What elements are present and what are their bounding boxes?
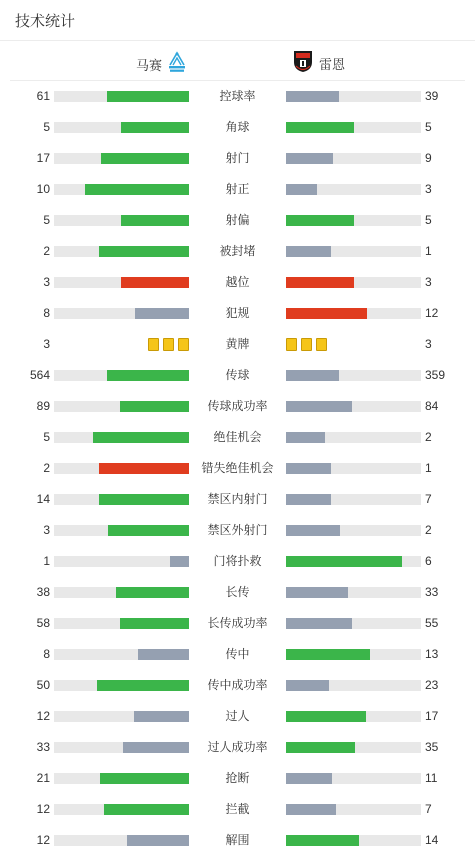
stat-label: 传中 — [225, 647, 250, 661]
home-stat-bar-fill — [121, 277, 189, 288]
away-stat-value: 13 — [425, 647, 439, 661]
stat-row — [0, 484, 475, 515]
away-stat-value: 33 — [425, 585, 439, 599]
home-stat-value: 21 — [36, 771, 50, 785]
away-stat-value: 12 — [425, 306, 439, 320]
away-stat-value: 2 — [425, 523, 432, 537]
away-stat-value: 5 — [425, 213, 432, 227]
stats-header — [0, 0, 475, 41]
away-stat-value: 7 — [425, 492, 432, 506]
stat-row — [0, 112, 475, 143]
away-stat-bar-fill — [286, 91, 339, 102]
home-stat-value: 3 — [43, 275, 50, 289]
away-stat-value: 9 — [425, 151, 432, 165]
away-yellow-cards — [286, 338, 327, 351]
home-stat-value: 17 — [36, 151, 50, 165]
stat-label: 犯规 — [225, 306, 250, 320]
stat-label: 抢断 — [225, 771, 250, 785]
home-stat-value: 8 — [43, 306, 50, 320]
marseille-crest-icon — [167, 51, 187, 78]
away-stat-bar-track — [286, 463, 421, 474]
home-stat-value: 3 — [43, 337, 50, 351]
home-stat-bar-fill — [121, 122, 189, 133]
away-stat-value: 23 — [425, 678, 439, 692]
away-stat-bar-track — [286, 711, 421, 722]
home-stat-bar-fill — [170, 556, 189, 567]
away-stat-value: 1 — [425, 244, 432, 258]
stat-label: 过人 — [225, 709, 250, 723]
page-title: 技术统计 — [15, 12, 76, 30]
home-stat-value: 58 — [36, 616, 50, 630]
home-stat-bar-fill — [85, 184, 189, 195]
stat-row — [0, 174, 475, 205]
away-stat-bar-fill — [286, 680, 329, 691]
home-stat-bar-track — [54, 277, 189, 288]
home-stat-bar-track — [54, 184, 189, 195]
home-stat-bar-fill — [138, 649, 189, 660]
away-stat-bar-fill — [286, 804, 336, 815]
away-stat-bar-track — [286, 432, 421, 443]
stat-label: 射门 — [225, 151, 250, 165]
home-stat-bar-fill — [120, 618, 189, 629]
home-stat-bar-track — [54, 246, 189, 257]
away-stat-bar-track — [286, 649, 421, 660]
home-stat-bar-fill — [127, 835, 189, 846]
away-stat-bar-fill — [286, 432, 325, 443]
stat-row — [0, 577, 475, 608]
home-stat-bar-track — [54, 649, 189, 660]
away-stat-bar-track — [286, 835, 421, 846]
away-stat-bar-fill — [286, 246, 331, 257]
stat-label: 射正 — [225, 182, 250, 196]
away-stat-bar-track — [286, 556, 421, 567]
stat-row — [0, 205, 475, 236]
stat-label: 拦截 — [225, 802, 250, 816]
teams-header — [10, 41, 465, 81]
stat-row — [0, 298, 475, 329]
stat-row — [0, 360, 475, 391]
stat-label: 控球率 — [219, 89, 256, 103]
yellow-card-icon — [178, 338, 189, 351]
away-stat-bar-track — [286, 91, 421, 102]
away-stat-bar-track — [286, 804, 421, 815]
stat-label: 禁区外射门 — [207, 523, 268, 537]
stat-label: 被封堵 — [219, 244, 256, 258]
home-stat-value: 50 — [36, 678, 50, 692]
away-stat-bar-track — [286, 277, 421, 288]
stat-label: 传球 — [225, 368, 250, 382]
stat-row — [0, 608, 475, 639]
stat-row — [0, 422, 475, 453]
home-stat-bar-fill — [99, 494, 189, 505]
stat-label: 禁区内射门 — [207, 492, 268, 506]
yellow-card-icon — [301, 338, 312, 351]
stat-label: 传球成功率 — [207, 399, 268, 413]
away-stat-value: 5 — [425, 120, 432, 134]
stat-row — [0, 825, 475, 856]
away-stat-bar-track — [286, 153, 421, 164]
home-stat-value: 5 — [43, 213, 50, 227]
away-stat-bar-fill — [286, 556, 402, 567]
home-stat-bar-track — [54, 773, 189, 784]
home-stat-bar-track — [54, 587, 189, 598]
stat-row — [0, 763, 475, 794]
home-stat-value: 10 — [36, 182, 50, 196]
away-stat-value: 11 — [425, 771, 438, 785]
home-stat-bar-track — [54, 680, 189, 691]
home-stat-value: 2 — [43, 244, 50, 258]
home-team-name: 马赛 — [136, 58, 163, 73]
home-stat-bar-track — [54, 308, 189, 319]
away-stat-bar-fill — [286, 122, 354, 133]
stat-label: 传中成功率 — [207, 678, 268, 692]
home-stat-bar-fill — [99, 463, 189, 474]
away-stat-bar-fill — [286, 215, 354, 226]
stat-row — [0, 391, 475, 422]
stat-row — [0, 670, 475, 701]
home-stat-value: 89 — [36, 399, 50, 413]
stat-label: 黄牌 — [225, 337, 250, 351]
away-stat-bar-fill — [286, 370, 339, 381]
away-stat-value: 3 — [425, 182, 432, 196]
home-stat-bar-track — [54, 711, 189, 722]
away-stat-bar-track — [286, 494, 421, 505]
away-stat-bar-fill — [286, 649, 370, 660]
away-stat-bar-fill — [286, 184, 317, 195]
stat-label: 角球 — [225, 120, 250, 134]
stat-label: 射偏 — [225, 213, 250, 227]
stat-row — [0, 267, 475, 298]
away-stat-bar-fill — [286, 494, 331, 505]
yellow-card-icon — [316, 338, 327, 351]
stat-label: 长传成功率 — [207, 616, 268, 630]
stat-row — [0, 515, 475, 546]
home-stat-bar-track — [54, 804, 189, 815]
away-stat-bar-track — [286, 246, 421, 257]
home-stat-bar-fill — [135, 308, 189, 319]
home-stat-bar-track — [54, 556, 189, 567]
away-team[interactable] — [292, 49, 345, 78]
away-stat-bar-track — [286, 401, 421, 412]
stat-row — [0, 81, 475, 112]
away-stat-bar-fill — [286, 401, 352, 412]
home-stat-bar-track — [54, 432, 189, 443]
away-stat-bar-fill — [286, 153, 333, 164]
rennes-crest-icon — [292, 49, 314, 78]
home-stat-bar-fill — [93, 432, 189, 443]
away-stat-bar-fill — [286, 277, 354, 288]
home-stat-value: 12 — [36, 833, 50, 847]
home-team[interactable] — [136, 51, 187, 78]
home-stat-bar-track — [54, 525, 189, 536]
away-stat-value: 3 — [425, 275, 432, 289]
home-stat-bar-track — [54, 835, 189, 846]
home-stat-bar-fill — [104, 804, 189, 815]
away-stat-value: 7 — [425, 802, 432, 816]
away-stat-bar-fill — [286, 835, 359, 846]
away-stat-value: 35 — [425, 740, 439, 754]
away-stat-value: 3 — [425, 337, 432, 351]
home-stat-bar-fill — [123, 742, 189, 753]
home-stat-bar-track — [54, 494, 189, 505]
home-stat-bar-fill — [101, 153, 189, 164]
away-stat-bar-track — [286, 773, 421, 784]
away-stat-bar-track — [286, 370, 421, 381]
away-stat-bar-fill — [286, 463, 331, 474]
away-stat-bar-track — [286, 525, 421, 536]
stat-row — [0, 143, 475, 174]
away-stat-value: 6 — [425, 554, 432, 568]
away-stat-bar-fill — [286, 308, 367, 319]
away-stat-value: 2 — [425, 430, 432, 444]
away-stat-bar-track — [286, 308, 421, 319]
home-stat-value: 564 — [29, 368, 50, 382]
away-stat-bar-track — [286, 680, 421, 691]
home-stat-bar-track — [54, 370, 189, 381]
away-stat-bar-track — [286, 587, 421, 598]
home-stat-value: 8 — [43, 647, 50, 661]
home-stat-value: 5 — [43, 120, 50, 134]
stat-label: 门将扑救 — [213, 554, 262, 568]
yellow-card-icon — [286, 338, 297, 351]
away-stat-bar-fill — [286, 525, 340, 536]
away-stat-value: 1 — [425, 461, 432, 475]
away-stat-value: 14 — [425, 833, 439, 847]
stat-label: 越位 — [225, 275, 250, 289]
stat-row — [0, 329, 475, 360]
home-stat-bar-fill — [121, 215, 189, 226]
home-yellow-cards — [148, 338, 189, 351]
home-stat-bar-track — [54, 153, 189, 164]
stat-row — [0, 546, 475, 577]
home-stat-bar-track — [54, 618, 189, 629]
stat-row — [0, 794, 475, 825]
home-stat-value: 3 — [43, 523, 50, 537]
home-stat-bar-track — [54, 122, 189, 133]
stat-label: 过人成功率 — [207, 740, 268, 754]
home-stat-value: 1 — [43, 554, 50, 568]
home-stat-bar-fill — [99, 246, 189, 257]
home-stat-value: 5 — [43, 430, 50, 444]
away-stat-value: 17 — [425, 709, 439, 723]
away-stat-bar-fill — [286, 742, 355, 753]
away-stat-bar-track — [286, 215, 421, 226]
home-stat-value: 12 — [36, 709, 50, 723]
away-stat-bar-fill — [286, 618, 352, 629]
stat-row — [0, 236, 475, 267]
yellow-card-icon — [148, 338, 159, 351]
away-stat-bar-track — [286, 184, 421, 195]
home-stat-bar-fill — [108, 525, 189, 536]
away-stat-value: 359 — [425, 368, 446, 382]
home-stat-value: 38 — [36, 585, 50, 599]
home-stat-bar-fill — [107, 91, 189, 102]
away-team-name: 雷恩 — [319, 57, 346, 72]
home-stat-bar-fill — [134, 711, 189, 722]
away-stat-value: 55 — [425, 616, 439, 630]
home-stat-bar-track — [54, 401, 189, 412]
away-stat-bar-fill — [286, 587, 348, 598]
away-stat-bar-fill — [286, 711, 366, 722]
yellow-card-icon — [163, 338, 174, 351]
stat-row — [0, 701, 475, 732]
home-stat-bar-fill — [97, 680, 189, 691]
stat-label: 错失绝佳机会 — [201, 461, 274, 475]
home-stat-bar-track — [54, 742, 189, 753]
home-stat-bar-fill — [100, 773, 189, 784]
stat-row — [0, 453, 475, 484]
stats-list — [0, 81, 475, 856]
home-stat-bar-fill — [107, 370, 189, 381]
away-stat-bar-track — [286, 742, 421, 753]
home-stat-bar-track — [54, 463, 189, 474]
home-stat-bar-track — [54, 215, 189, 226]
away-stat-bar-track — [286, 618, 421, 629]
stat-label: 长传 — [225, 585, 250, 599]
away-stat-bar-track — [286, 122, 421, 133]
stat-row — [0, 732, 475, 763]
home-stat-bar-fill — [120, 401, 189, 412]
home-stat-bar-fill — [116, 587, 189, 598]
stat-label: 解围 — [225, 833, 250, 847]
away-stat-bar-fill — [286, 773, 332, 784]
home-stat-value: 33 — [36, 740, 50, 754]
stat-row — [0, 639, 475, 670]
stat-label: 绝佳机会 — [213, 430, 262, 444]
home-stat-value: 12 — [36, 802, 50, 816]
home-stat-value: 2 — [43, 461, 50, 475]
home-stat-bar-track — [54, 91, 189, 102]
home-stat-value: 61 — [36, 89, 50, 103]
away-stat-value: 39 — [425, 89, 439, 103]
home-stat-value: 14 — [36, 492, 50, 506]
away-stat-value: 84 — [425, 399, 439, 413]
